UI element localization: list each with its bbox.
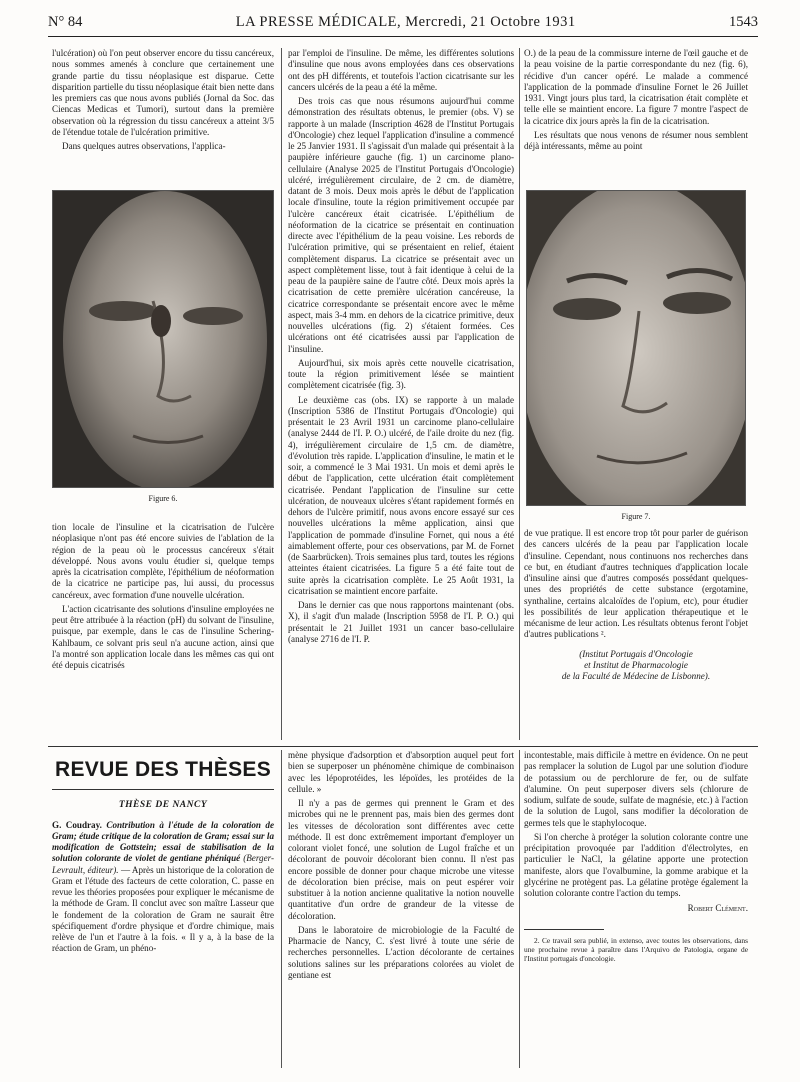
figure-7 (524, 190, 748, 521)
thesis-publisher: (Berger-Levrault, éditeur). (52, 853, 274, 875)
figure-6 (52, 190, 274, 503)
paragraph: Il n'y a pas de germes qui prennent le Gram et des microbes qui ne le prennent pas, mais bien des germes dont les vitesses de décoloration sont différentes avec cette méthode. Il est donc extrêmement important d'employer un colorant violet foncé, une solution de Lugol fraîche et un décolorant de pouvoir décolorant bien connu. Il n'est pas encore possible de donner pour chaque microbe une vitesse de décoloration bien précise, mais on peut espérer voir substituer à la notion ancienne qualitative la notion nouvelle quantitative d'un ordre de grandeur de la vitesse de décoloration. (288, 798, 514, 921)
figure-caption: Figure 6. (148, 494, 178, 503)
paragraph: Dans le laboratoire de microbiologie de la Faculté de Pharmacie de Nancy, C. s'est livré à toute une série de recherches personnelles. L'action décolorante de certaines solutions salines sur les préparations colorées au violet de gentiane est (288, 924, 514, 980)
paragraph: O.) de la peau de la commissure interne de l'œil gauche et de la peau voisine de la partie correspondante du nez (fig. 6), récidive d'un cancer opéré. Le malade a commencé l'application de la pommade d'insuline Fornet le 26 Juillet 1931. Vingt jours plus tard, la cicatrisation était complète et telle elle se maintient encore. La figure 7 montre l'aspect de la cicatrice dix jours après la fin de la cicatrisation. (524, 48, 748, 126)
article-column-1 (52, 48, 274, 168)
review-signature: Robert Clément. (687, 903, 748, 914)
figure-6-photo (52, 190, 274, 488)
article-column-3 (524, 48, 748, 183)
paragraph: Si l'on cherche à protéger la solution colorante contre une précipitation provoquée par l'addition d'électrolytes, en particulier le NaCl, la gélatine apporte une protection manifeste, alors que l'ovalbumine, la gomme arabique et la glycérine ne protègent pas. La gélatine protège également la solution colorante contre l'action du temps. (524, 831, 748, 898)
paragraph: mène physique d'adsorption et d'absorption auquel peut fort bien se superposer un phénomène chimique de combinaison avec les lépoprotéides, les lépoïdes, les protéides de la cellule. » (288, 750, 514, 794)
thesis-author: G. Coudray. (52, 819, 102, 830)
column-rule (281, 750, 282, 1068)
title-rule (52, 789, 274, 790)
thesis-summary: — Après un historique de la coloration de Gram et l'étude des facteurs de cette coloration, C. passe en revue les théories proposées pour expliquer le mécanisme de la méthode de Gram. Il conclut avec son maître Lasseur que le fondement de la coloration de Gram ne saurait être spécifiquement d'ordre physique et d'ordre chimique, mais relève de l'un et l'autre à la fois. « Il y a, à la base de la réaction de Gram, un phéno- (52, 864, 274, 954)
revue-column-1 (52, 748, 274, 1068)
column-rule (519, 48, 520, 740)
issue-number: N° 84 (48, 14, 83, 30)
page-number: 1543 (728, 14, 758, 30)
paragraph: Les résultats que nous venons de résumer nous semblent déjà intéressants, même au point (524, 129, 748, 151)
paragraph: Dans quelques autres observations, l'applica- (62, 141, 226, 151)
paragraph: Dans le dernier cas que nous rapportons maintenant (obs. X), il s'agit d'un malade (Inscription 5958 de l'I. P. O.) qui présentait le 21 Juillet 1931 un cancer baso-cellulaire (analyse 2716 de l'I. P. (288, 600, 514, 644)
thesis-title: Contribution à l'étude de la coloration de Gram; étude critique de la coloration de Gram; essai sur la modification de Gottstein; essai de stabilisation de la solution colorante de violet de gentiane phéniqué (52, 819, 274, 864)
thesis-entry (52, 820, 274, 955)
paragraph: par l'emploi de l'insuline. De même, les différentes solutions d'insuline que nous avons employées dans ces observations ont des pH différents, et toutefois l'action cicatrisante sur les cancers ulcérés de la peau a été la même. (288, 48, 514, 92)
journal-title: LA PRESSE MÉDICALE, Mercredi, 21 Octobre 1931 (235, 14, 576, 30)
paragraph: Des trois cas que nous résumons aujourd'hui comme démonstration des résultats obtenus, le premier (obs. V) se rapporte à un malade (Inscription 4628 de l'Institut Portugais d'Oncologie) chez lequel l'application d'insuline a commencé le 25 Janvier 1931. Il s'agissait d'un malade qui présentait à la paupière inférieure gauche (fig. 1) un carcinome plano-cellulaire (Analyse 2025 de l'Institut Portugais d'Oncologie) ulcéré, irrégulièrement circulaire, de 2 cm. de diamètre, datant de 3 mois. Deux mois après le début de l'application locale d'insuline, toute la région primitivement occupée par l'ulcère cancéreux était cicatrisée. L'épithélium de néoformation de la cicatrice se présentait en continuation directe avec l'épithélium de la peau voisine. Les rebords de l'ulcération primitive, qui se présentaient en relief, étaient complètement disparus. La cicatrice se présentait avec un aspect complètement lisse, tout à fait identique à celui de la peau de la paupière saine de l'autre côté. Deux mois après la cicatrisation de cette première ulcération cancéreuse, la cicatrice correspondante se présentait encore avec le même aspect, mais 3-4 mm. en dehors de la cicatrice primitive, deux nouvelles ulcérations (fig. 2) s'étaient formées. Ces ulcérations ont été cicatrisées aussi par l'application de l'insuline. (288, 96, 514, 354)
paragraph: Aujourd'hui, six mois après cette nouvelle cicatrisation, toute la région primitivement lésée se maintient complètement cicatrisée (fig. 3). (288, 357, 514, 391)
revue-column-3 (524, 750, 748, 1068)
paragraph: incontestable, mais difficile à mettre en évidence. On ne peut pas remplacer la solution de Lugol par une solution d'iodure de potassium ou de perchlorure de fer, ou de sulfate d'alumine. On peut superposer divers sels (chlorure de sodium, sulfate de soude, sulfate de magnésie, etc.) à l'action de la solution de Lugol, sans modifier la décoloration de germes tels que le staphylocoque. (524, 750, 748, 828)
article-column-1-continued (52, 522, 274, 740)
section-separator (48, 746, 758, 747)
article-column-2 (288, 48, 514, 740)
issue-date: Mercredi, 21 Octobre 1931 (405, 14, 576, 30)
paragraph: Le deuxième cas (obs. IX) se rapporte à un malade (Inscription 5386 de l'Institut Portugais d'Oncologie) qui présentait le 23 Avril 1931 un carcinome plano-cellulaire (analyse 2444 de l'I. P. O.) ulcéré, de l'aile droite du nez (fig. 4), irrégulièrement circulaire de 1,5 cm. de diamètre, d'évolution très rapide. L'application d'insuline, le matin et le soir, a commencé le 3 Mai 1931. Un mois et demi après le début de l'application, cette ulcération était complètement cicatrisée. Pendant l'application de l'insuline sur cette ulcération, de nouveaux ulcères s'étant rapidement formés en dehors de l'ulcère primitif, nous avons encore essayé sur ces nouvelles ulcérations la même application, ainsi que l'application de pommade d'insuline Fornet, qui nous a été aimablement offerte, pour ces observations, par M. de Fornet (de Saarbrücken). Trois semaines plus tard, toutes les régions atteintes étaient cicatrisées. La figure 5 a été faite tout de suite après la cicatrisation complète. Le 25 Août 1931, la cicatrisation se maintient encore parfaite. (288, 394, 514, 596)
column-rule (281, 48, 282, 740)
footnote-rule (524, 929, 604, 930)
revue-column-2 (288, 750, 514, 1068)
paragraph: de vue pratique. Il est encore trop tôt pour parler de guérison des cancers ulcérés de la peau par l'application locale d'insuline. Cependant, nous continuons nos recherches dans ce but, en étudiant d'autres techniques d'application locale d'insuline ainsi que d'autres composés possédant quelques-unes des propriétés de cette substance (ergotamine, synthaline, certains alcaloïdes de l'opium, etc), pour étudier les possibilités de leur application thérapeutique et le mécanisme de leur action. Les résultats obtenus feront l'objet d'autres publications ². (524, 528, 748, 640)
paragraph: l'ulcération) où l'on peut observer encore du tissu cancéreux, nous sommes amenés à conclure que certainement une grande partie du tissu néoplasique est disparue. Cette disparition partielle du tissu néoplasique était bien nette dans les premiers cas que nous avons publiés (Jornal da Soc. das Ciencas Medicas et Tumori), surtout dans la première observation où la régression du tissu cancéreux a atteint 3/5 de l'étendue totale de l'ulcération primitive. (52, 48, 274, 137)
footnote: 2. Ce travail sera publié, in extenso, avec toutes les observations, dans une prochaine revue à paraître dans l'Arquivo de Patologia, organe de l'Institut portugais d'oncologie. (524, 935, 748, 963)
column-rule (519, 750, 520, 1068)
page-header (48, 14, 758, 37)
article-column-3-continued (524, 528, 748, 740)
subsection-title: THÈSE DE NANCY (118, 800, 208, 811)
affiliation: (Institut Portugais d'Oncologie et Institut de Pharmacologie de la Faculté de Médecine de Lisbonne). (561, 648, 711, 681)
figure-7-photo (526, 190, 746, 506)
figure-caption: Figure 7. (621, 512, 651, 521)
paragraph: tion locale de l'insuline et la cicatrisation de l'ulcère néoplasique n'ont pas été encore suivies de l'ablation de la région de la peau où le processus cancéreux s'était développé. Nous avons voulu étudier si, quelque temps après la cicatrisation complète, l'épithélium de néoformation de la cicatrice ne participe pas, lui aussi, du processus cancéreux, avec formation d'une nouvelle ulcération. (52, 522, 274, 600)
paragraph: L'action cicatrisante des solutions d'insuline employées ne peut être attribuée à la réaction (pH) du solvant de l'insuline, puisque, par exemple, dans le cas de l'insuline Schering-Kahlbaum, ce solvant pris seul n'a aucune action, ainsi que l'a montré son application locale dans les mêmes cas qui ont été depuis cicatrisés (52, 603, 274, 670)
section-title: REVUE DES THÈSES (54, 758, 272, 781)
